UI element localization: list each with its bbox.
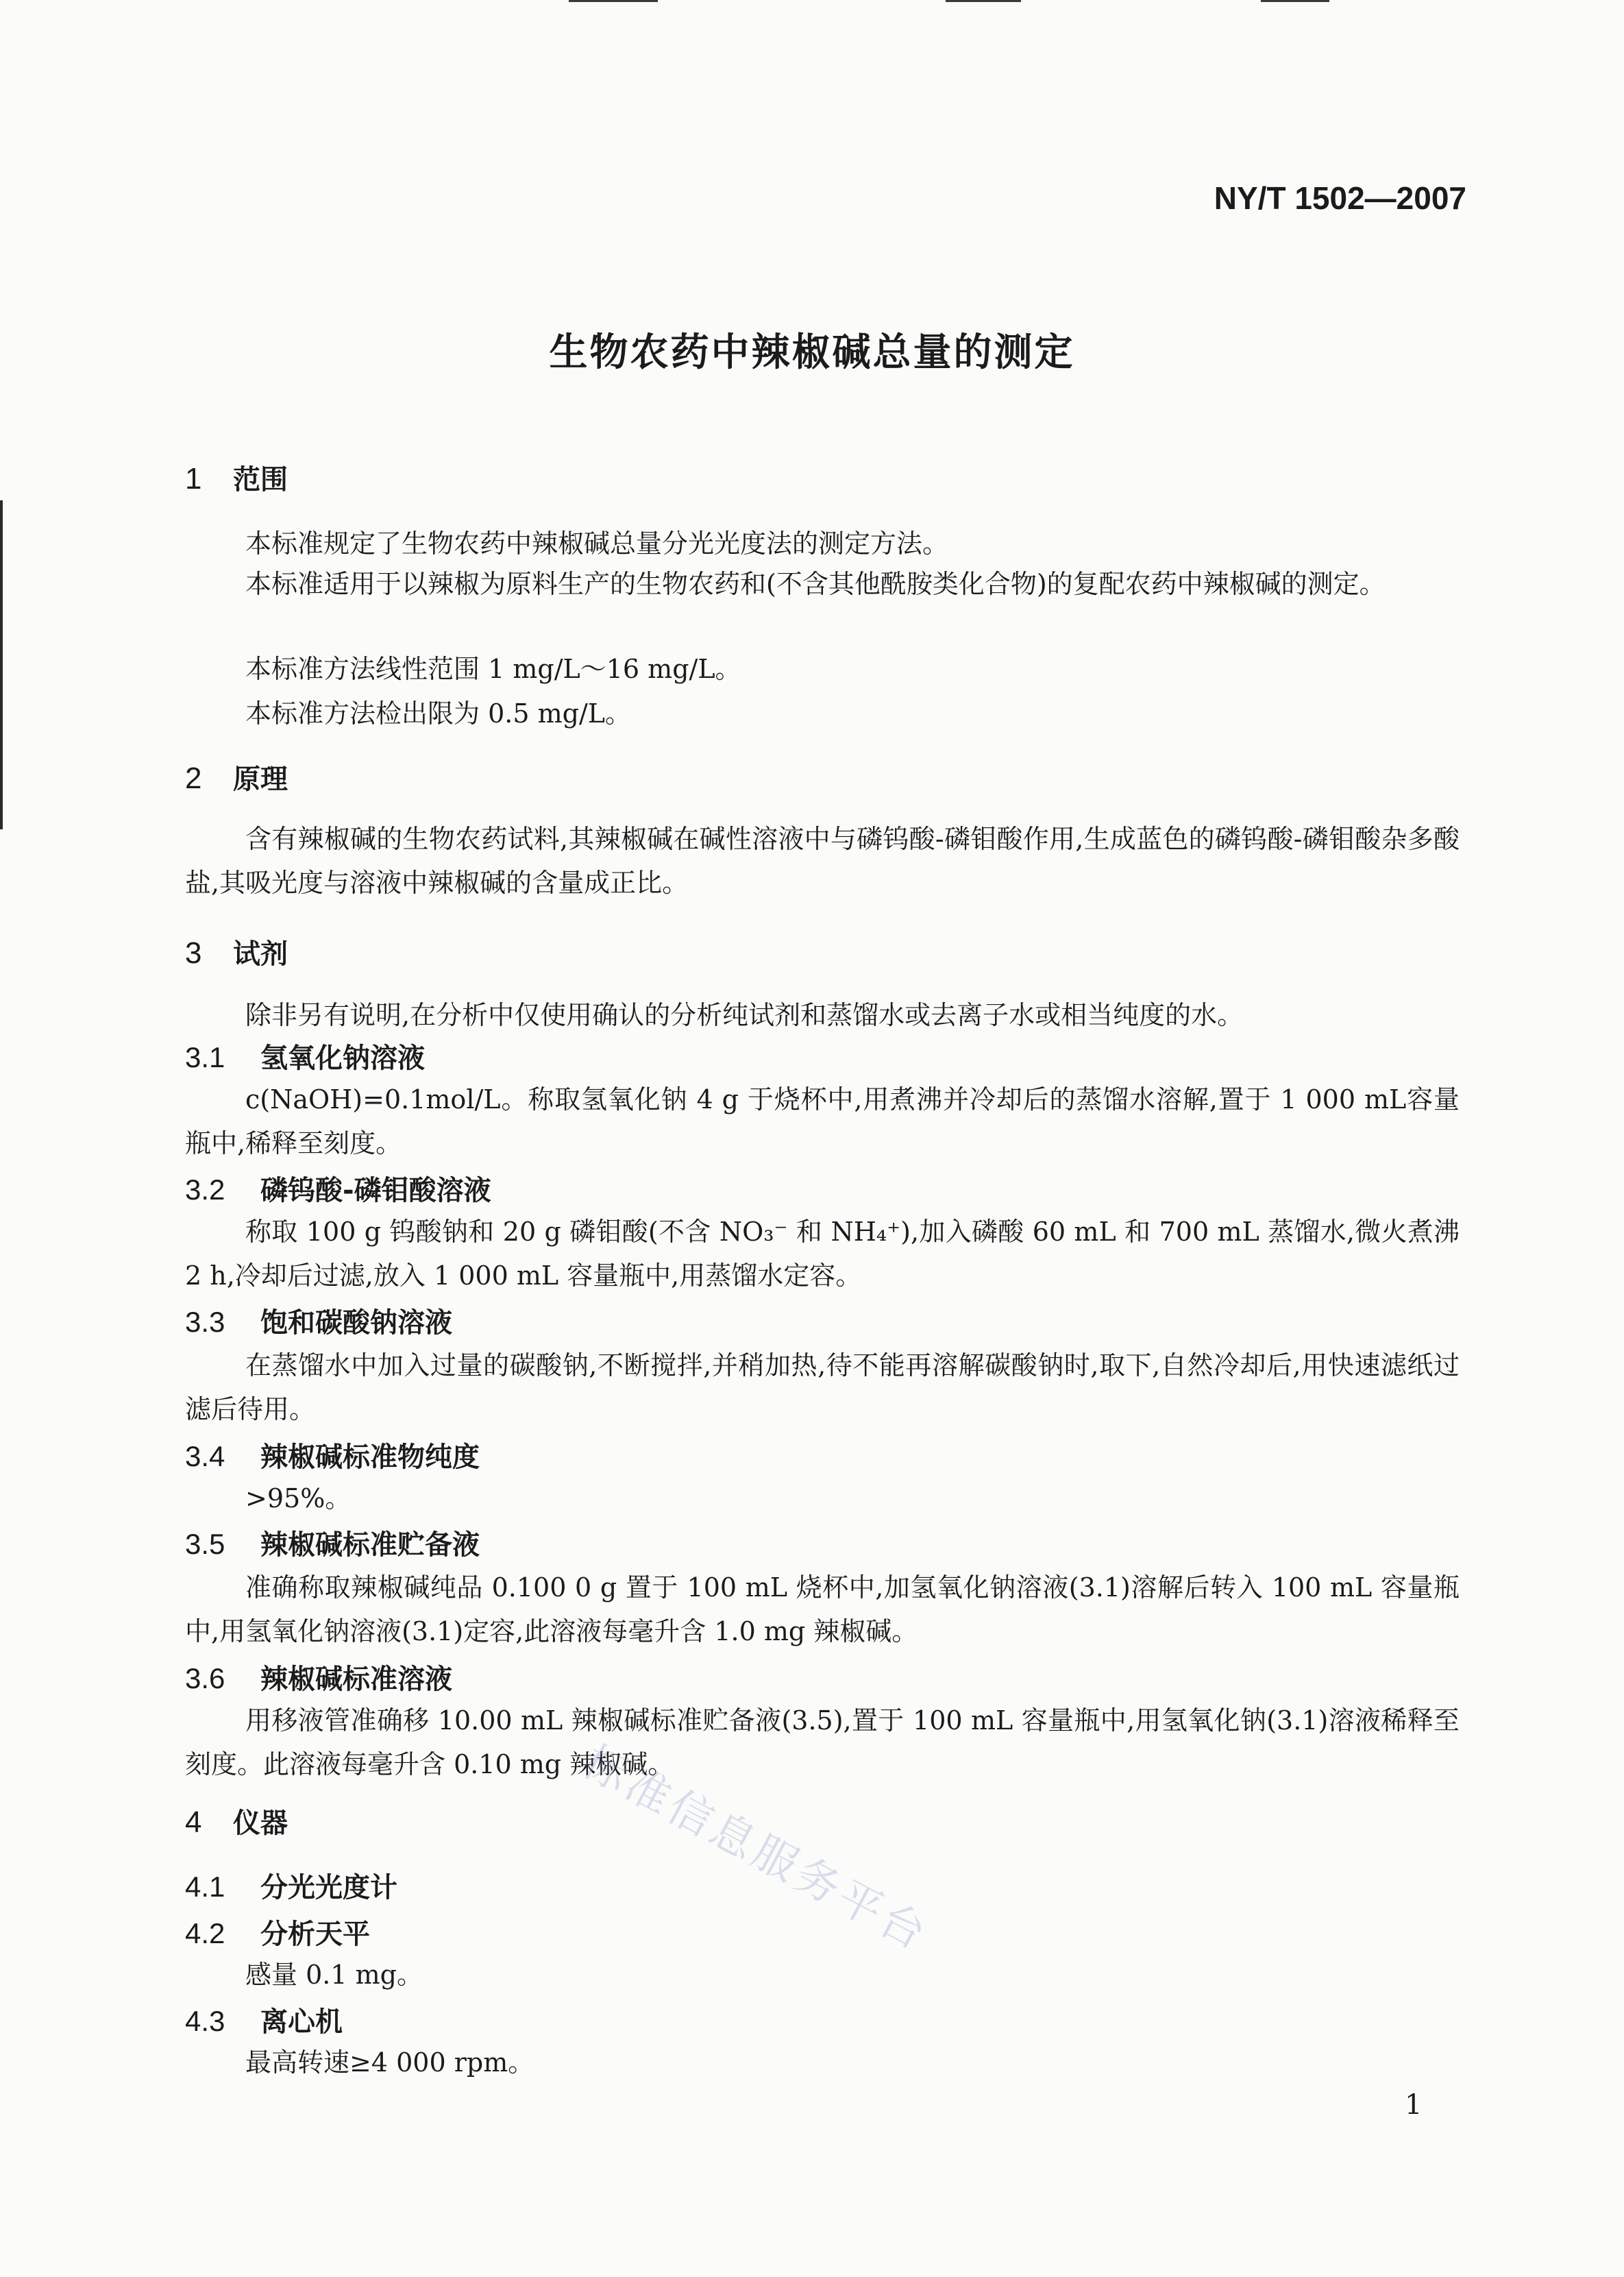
section-title: 试剂: [233, 938, 288, 970]
section-number: 1: [185, 462, 202, 496]
subsection-number: 4.3: [185, 2005, 225, 2037]
paragraph: 在蒸馏水中加入过量的碳酸钠,不断搅拌,并稍加热,待不能再溶解碳酸钠时,取下,自然冷却后,用快速滤纸过滤后待用。: [185, 1350, 1460, 1424]
subsection-title: 离心机: [260, 2006, 343, 2038]
paragraph: 准确称取辣椒碱纯品 0.100 0 g 置于 100 mL 烧杯中,加氢氧化钠溶液(3.1)溶解后转入 100 mL 容量瓶中,用氢氧化钠溶液(3.1)定容,此溶液每毫升含 1.0 mg 辣椒碱。: [185, 1572, 1460, 1646]
section-heading-scope: [185, 458, 288, 497]
subsection-number: 4.1: [185, 1871, 225, 1903]
paragraph: 感量 0.1 mg。: [245, 1960, 423, 1990]
section-title: 范围: [233, 464, 288, 496]
subsection-title: 饱和碳酸钠溶液: [260, 1307, 452, 1339]
section-number: 4: [185, 1805, 202, 1839]
page-number: 1: [1405, 2089, 1423, 2121]
subsection-heading: [185, 1912, 370, 1951]
subsection-title: 分光光度计: [260, 1872, 397, 1903]
subsection-number: 4.2: [185, 1917, 225, 1949]
section-number: 2: [185, 762, 202, 795]
section-heading-apparatus: [185, 1801, 288, 1840]
subsection-number: 3.5: [185, 1528, 225, 1560]
paragraph: 最高转速≥4 000 rpm。: [245, 2047, 534, 2078]
paragraph: 用移液管准确移 10.00 mL 辣椒碱标准贮备液(3.5),置于 100 mL 容量瓶中,用氢氧化钠(3.1)溶液稀释至刻度。此溶液每毫升含 0.10 mg 辣椒碱。: [185, 1705, 1460, 1779]
subsection-heading: [185, 1866, 397, 1905]
subsection-heading: [185, 1169, 491, 1208]
subsection-heading: [185, 1036, 425, 1075]
subsection-number: 3.3: [185, 1306, 225, 1338]
watermark: 标准信息服务平台: [574, 1736, 937, 1962]
paragraph: >95%。: [245, 1483, 352, 1513]
subsection-heading: [185, 1657, 452, 1696]
subsection-heading: [185, 1301, 452, 1340]
scan-edge-mark: [1261, 0, 1329, 2]
subsection-number: 3.1: [185, 1041, 225, 1073]
subsection-title: 氢氧化钠溶液: [260, 1043, 425, 1074]
paragraph: c(NaOH)=0.1mol/L。称取氢氧化钠 4 g 于烧杯中,用煮沸并冷却后的蒸馏水溶解,置于 1 000 mL容量瓶中,稀释至刻度。: [185, 1084, 1460, 1158]
paragraph: 除非另有说明,在分析中仅使用确认的分析纯试剂和蒸馏水或去离子水或相当纯度的水。: [245, 1000, 1244, 1030]
paragraph: 本标准方法线性范围 1 mg/L～16 mg/L。: [245, 654, 741, 684]
paragraph: 本标准方法检出限为 0.5 mg/L。: [245, 698, 631, 729]
section-number: 3: [185, 936, 202, 970]
subsection-heading: [185, 1435, 480, 1474]
scan-edge-mark: [946, 0, 1021, 2]
section-heading-principle: [185, 757, 288, 796]
subsection-heading: [185, 1523, 480, 1562]
section-title: 原理: [233, 764, 288, 795]
subsection-title: 辣椒碱标准溶液: [260, 1664, 452, 1695]
subsection-heading: [185, 2000, 343, 2039]
subsection-title: 磷钨酸-磷钼酸溶液: [260, 1175, 491, 1206]
subsection-number: 3.4: [185, 1440, 225, 1472]
paragraph: 含有辣椒碱的生物农药试料,其辣椒碱在碱性溶液中与磷钨酸-磷钼酸作用,生成蓝色的磷钨酸-磷钼酸杂多酸盐,其吸光度与溶液中辣椒碱的含量成正比。: [185, 824, 1460, 898]
subsection-title: 辣椒碱标准贮备液: [260, 1529, 480, 1561]
section-title: 仪器: [233, 1807, 288, 1839]
subsection-number: 3.6: [185, 1662, 225, 1694]
standard-code: NY/T 1502—2007: [1214, 180, 1466, 216]
subsection-title: 辣椒碱标准物纯度: [260, 1441, 480, 1473]
paragraph: 称取 100 g 钨酸钠和 20 g 磷钼酸(不含 NO₃⁻ 和 NH₄⁺),加入磷酸 60 mL 和 700 mL 蒸馏水,微火煮沸 2 h,冷却后过滤,放入 1 000 mL 容量瓶中,用蒸馏水定容。: [185, 1217, 1460, 1291]
document-title: 生物农药中辣椒碱总量的测定: [549, 330, 1075, 375]
scan-edge-mark: [569, 0, 658, 2]
subsection-title: 分析天平: [260, 1919, 370, 1950]
scan-edge-mark: [0, 500, 3, 829]
paragraph: 本标准适用于以辣椒为原料生产的生物农药和(不含其他酰胺类化合物)的复配农药中辣椒碱的测定。: [245, 569, 1386, 599]
paragraph: 本标准规定了生物农药中辣椒碱总量分光光度法的测定方法。: [245, 528, 949, 559]
section-heading-reagents: [185, 932, 288, 971]
subsection-number: 3.2: [185, 1173, 225, 1206]
